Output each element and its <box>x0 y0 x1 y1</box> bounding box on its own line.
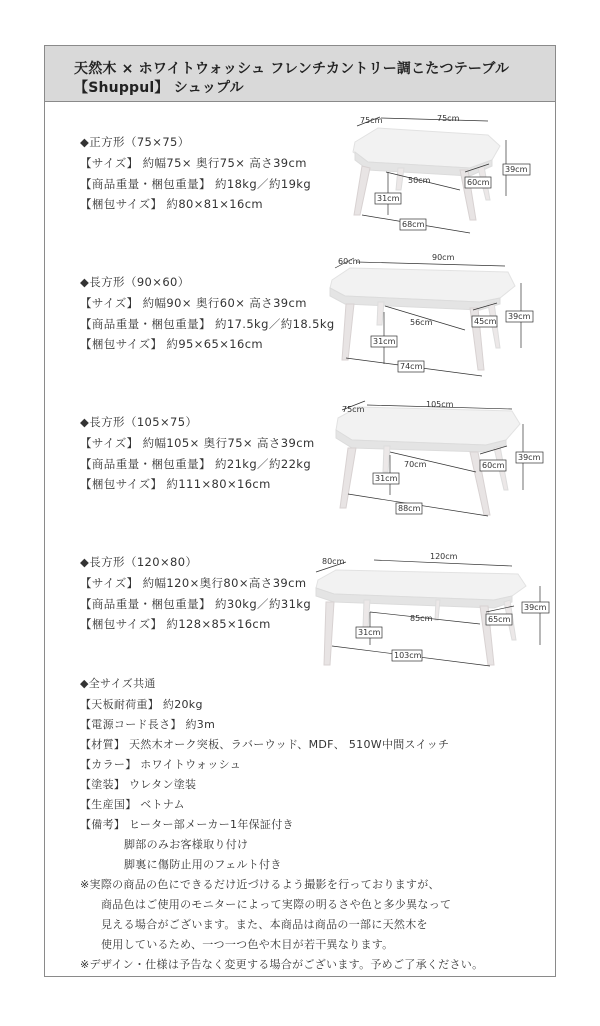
package-spec: 【梱包サイズ】 約95×65×16cm <box>80 337 264 351</box>
dim-label-width: 90cm <box>432 253 455 262</box>
package-spec: 【梱包サイズ】 約111×80×16cm <box>80 477 271 491</box>
page-subtitle: 【Shuppul】 シュップル <box>74 80 244 96</box>
disclaimer-line: 使用しているため、一つ一つ色や木目が若干異なります。 <box>101 938 394 951</box>
dim-label-height: 39cm <box>518 453 541 462</box>
weight-spec: 【商品重量・梱包重量】 約18kg／約19kg <box>80 177 312 191</box>
weight-spec: 【商品重量・梱包重量】 約17.5kg／約18.5kg <box>80 317 335 331</box>
table-diagram-120x80 <box>316 552 549 666</box>
dim-label-width: 75cm <box>437 114 460 123</box>
dim-label-height: 39cm <box>505 165 528 174</box>
size-spec: 【サイズ】 約幅90× 奥行60× 高さ39cm <box>80 296 307 310</box>
size-spec: 【サイズ】 約幅75× 奥行75× 高さ39cm <box>80 156 307 170</box>
dim-label-width: 105cm <box>426 400 454 409</box>
size-heading: ◆長方形（90×60） <box>80 275 190 289</box>
table-diagram-square <box>353 114 530 233</box>
origin-spec: 【生産国】 ベトナム <box>80 798 185 811</box>
package-spec: 【梱包サイズ】 約80×81×16cm <box>80 197 264 211</box>
common-heading: ◆全サイズ共通 <box>80 677 156 690</box>
paint-spec: 【塗装】 ウレタン塗装 <box>80 778 197 791</box>
disclaimer-line: ※デザイン・仕様は予告なく変更する場合がございます。予めご了承ください。 <box>80 958 484 971</box>
dim-label-leg: 31cm <box>375 474 398 483</box>
dim-label-width: 120cm <box>430 552 458 561</box>
dim-label-inner-width: 50cm <box>408 176 431 185</box>
dim-label-leg: 31cm <box>377 194 400 203</box>
dim-label-depth: 60cm <box>338 257 361 266</box>
dim-label-bottom: 74cm <box>400 362 423 371</box>
dim-label-bottom: 88cm <box>398 504 421 513</box>
weight-spec: 【商品重量・梱包重量】 約21kg／約22kg <box>80 457 312 471</box>
dim-label-inner-depth: 60cm <box>482 461 505 470</box>
size-spec: 【サイズ】 約幅105× 奥行75× 高さ39cm <box>80 436 315 450</box>
dim-label-depth: 75cm <box>360 116 383 125</box>
color-spec: 【カラー】 ホワイトウォッシュ <box>80 758 242 771</box>
dim-label-depth: 75cm <box>342 405 365 414</box>
dim-label-depth: 80cm <box>322 557 345 566</box>
disclaimer-line: ※実際の商品の色にできるだけ近づけるよう撮影を行っておりますが、 <box>80 878 440 891</box>
disclaimer-line: 商品色はご使用のモニターによって実際の明るさや色と多少異なって <box>101 898 452 911</box>
table-diagram-105x75 <box>336 400 543 516</box>
dim-label-height: 39cm <box>508 312 531 321</box>
dim-label-inner-depth: 60cm <box>467 178 490 187</box>
package-spec: 【梱包サイズ】 約128×85×16cm <box>80 617 271 631</box>
dim-label-bottom: 103cm <box>394 651 422 660</box>
dim-label-inner-depth: 45cm <box>474 317 497 326</box>
weight-spec: 【商品重量・梱包重量】 約30kg／約31kg <box>80 597 312 611</box>
dim-label-leg: 31cm <box>358 628 381 637</box>
note-line: 脚裏に傷防止用のフェルト付き <box>124 858 282 871</box>
table-diagram-90x60 <box>330 253 533 376</box>
size-heading: ◆正方形（75×75） <box>80 135 190 149</box>
material-spec: 【材質】 天然木オーク突板、ラバーウッド、MDF、 510W中間スイッチ <box>80 738 450 751</box>
size-heading: ◆長方形（105×75） <box>80 415 198 429</box>
dim-label-inner-width: 85cm <box>410 614 433 623</box>
page-title: 天然木 × ホワイトウォッシュ フレンチカントリー調こたつテーブル <box>74 61 510 77</box>
load-spec: 【天板耐荷重】 約20kg <box>80 698 203 711</box>
notes-spec: 【備考】 ヒーター部メーカー1年保証付き <box>80 818 294 831</box>
dim-label-inner-width: 70cm <box>404 460 427 469</box>
size-spec: 【サイズ】 約幅120×奥行80×高さ39cm <box>80 576 307 590</box>
cord-spec: 【電源コード長さ】 約3m <box>80 718 216 731</box>
disclaimer-line: 見える場合がございます。また、本商品は商品の一部に天然木を <box>101 918 428 931</box>
dim-label-leg: 31cm <box>373 337 396 346</box>
dim-label-bottom: 68cm <box>402 220 425 229</box>
dim-label-inner-depth: 65cm <box>488 615 511 624</box>
dim-label-inner-width: 56cm <box>410 318 433 327</box>
note-line: 脚部のみお客様取り付け <box>124 838 249 851</box>
size-heading: ◆長方形（120×80） <box>80 555 198 569</box>
dim-label-height: 39cm <box>524 603 547 612</box>
